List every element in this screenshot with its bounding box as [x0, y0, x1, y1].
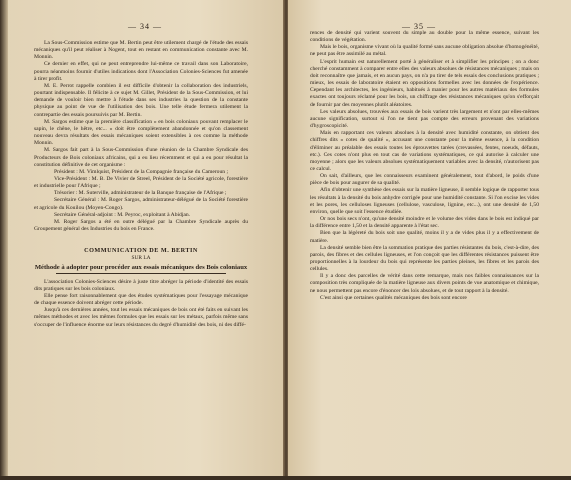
member-line: Président : M. Vimlquist, Président de la Compagnie française du Cameroun ;	[54, 168, 229, 175]
paragraph: C'est ainsi que certaines qualités mécaniques des bois sont encore	[320, 294, 467, 301]
page-number: — 35 —	[402, 22, 436, 31]
paragraph: M. Sargos estime que la première classification « en bois coloniaux pouvant remplacer le sapin, le chêne, le hêtre, etc... » doit être complètement abandonnée et qu'on classement nouveau devra résultats des essais mécaniques soient extensibles à ces comme la méthode Monnin.	[34, 118, 248, 147]
paragraph: Les valeurs absolues, trouvées aux essais de bois varient très largement et n'ont par elles-mêmes aucune signification, surtout si l'on ne tient pas compte des erreurs provenant des variations d'hygroscopicité.	[310, 108, 539, 130]
paragraph: La densité semble bien être la sommation pratique des parties résistantes du bois, c'est-à-dire, des parois, des fibres et des cellules ligneuses, et l'on conçoit que les différentes résistances puissent être proportionnelles à la lourdeur du bois qui représente les parties pleines, les fibres et les parois des cellules.	[310, 244, 539, 273]
section-subtitle: Méthode à adopter pour procéder aux essais mécaniques des Bois coloniaux	[34, 263, 248, 271]
paragraph: La Sous-Commission estime que M. Bertin peut être utilement chargé de l'étude des essais mécaniques qu'il peut réaliser à Nogent, tout en restant en communication constante avec M. Monnin.	[34, 40, 248, 61]
paragraph: M. Sargos fait part à la Sous-Commission d'une réunion de la Chambre Syndicale des Producteurs de Bois coloniaux africains, qui a eu lieu récemment et qui a eu pour résultat la constitution définitive de cet organisme :	[34, 147, 248, 168]
page-number: — 34 —	[128, 22, 162, 31]
page-edge-shadow	[0, 0, 8, 480]
member-line: Vice-Président : M. B. De Vivier de Streel, Président de la Société agricole, forestière et industrielle pour l'Afrique ;	[34, 175, 248, 190]
member-line: M. Roger Sargos a été en outre délégué par la Chambre Syndicale auprès du Groupement général des Industries du bois en France.	[34, 218, 248, 233]
paragraph: Mais le bois, organisme vivant où la qualité formé sans aucune obligation absolue d'homogénéité, ne peut pas être assimilé au métal.	[310, 44, 539, 58]
divider	[56, 273, 226, 274]
section-title: COMMUNICATION DE M. BERTIN	[84, 247, 198, 255]
paragraph: Mais en rapportant ces valeurs absolues à la densité avec humidité constante, on obtient des chiffres dits « cotes de qualité », accusant une constante pour la même essence, à la condition d'éliminer au préalable des essais toutes les éprouvettes tarées (crevassées, fentes, noeuds, défauts, etc.). Ces cotes n'ont plus en tout cas de variations systématiques, ce qui autorise à calculer une moyenne ; alors que les valeurs absolues systématiquement variables avec la densité, n'autorisent pas ce calcul.	[310, 130, 539, 172]
paragraph: M. E. Perrot rappelle combien il est difficile d'obtenir la collaboration des industriels, pourtant indispensable. Il félicite à ce sujet M. Gillet, Président de la Sous-Commission, et lui demande de vouloir bien mettre à l'étude dans ses industries la question de la constante physique au point de vue de l'utilisation des bois. Une telle étude fermera utilement la contrepartie des essais poursuivis par M. Bertin.	[34, 82, 248, 118]
member-line: Secrétaire Général-adjoint : M. Peyroc, exploitant à Abidjan.	[54, 211, 191, 218]
right-page	[288, 0, 571, 480]
paragraph: Elle pense fort raisonnablement que des études systématiques pour l'essayage mécanique de chaque essence doivent abréger cette période.	[34, 293, 248, 307]
member-line: Trésorier : M. Suterville, administrateur de la Banque française de l'Afrique ;	[54, 190, 227, 197]
paragraph: Ce dernier en effet, qui ne peut entreprendre lui-même ce travail dans son Laboratoire, pourra néanmoins fournir d'utiles indications dont l'Association Colonies-Sciences fut amenée à tirer profit.	[34, 61, 248, 82]
page-bottom-shadow	[0, 476, 571, 480]
paragraph: Bien que la légèreté du bois soit une qualité, moins il y a de vides plus il y a effectivement de matière.	[310, 230, 539, 244]
paragraph: rences de densité qui varient souvent du simple au double pour la même essence, suivant les conditions de végétation.	[310, 30, 539, 44]
section-connector: SUR LA	[131, 255, 151, 262]
member-line: Secrétaire Général : M. Roger Sargos, administrateur-délégué de la Société forestière et agricole du Kouilou (Moyen-Congo).	[34, 197, 248, 211]
paragraph: Afin d'obtenir une synthèse des essais sur la matière ligneuse, il semble logique de rapporter tous les résultats à la densité du bois anhydre corrigée pour une humidité constante. Si l'on excise les vides et les pores, les celluloses ligneuses (cellulose, vasculose, lignine, etc...), ont une densité de 1,50 environ, quelle que soit l'essence étudiée.	[310, 187, 539, 215]
paragraph: L'esprit humain est naturellement porté à généraliser et à simplifier les principes ; on a donc cherché constamment à comparer entre elles des valeurs absolues de résistances mécaniques ; mais on doit reconnaître que jamais, et en aucun pays, on n'a pu tirer de tels essais des conclusions pratiques ; mieux, les essais de laboratoire étaient en oppositions formelles avec les données de l'expérience. Cependant les architectes, les ingénieurs, habitués à manier pour les autres matériaux des formules exactes ont toujours réclamé pour les bois, un chiffrage des résistances mécaniques qu'on s'efforçait de fournir par des moyennes plutôt aléatoires.	[310, 58, 539, 108]
left-page	[0, 0, 284, 480]
paragraph: Jusqu'à ces dernières années, tout les essais mécaniques de bois ont été faits en suivant les mêmes méthodes et avec les mêmes formules que les essais sur les métaux, parfois même sans s'occuper de l'influence énorme sur leurs résistances du degré d'humidité des bois, ni des diffé-	[34, 307, 248, 328]
paragraph: Il y a donc des parcelles de vérité dans cette remarque, mais nos faibles connaissances sur la composition très compliquée de la matière ligneuse aux divers points de vue anatomique et chimique, ne nous permettent pas encore d'énoncer des lois absolues, et de tout rapport à la densité.	[310, 273, 539, 294]
paragraph: L'association Colonies-Sciences désire à juste titre abréger la période d'identité des essais dits pratiques sur les bois coloniaux.	[34, 278, 248, 292]
paragraph: Or nos bois secs n'ont, qu'une densité moindre et le volume des vides dans le bois est indiqué par la différence entre 1,50 et la densité apparente à l'état sec.	[310, 216, 539, 230]
right-page-body	[310, 30, 539, 302]
left-page-body	[34, 40, 248, 329]
paragraph: On sait, d'ailleurs, que les connaisseurs examinent généralement, tout d'abord, le poids d'une pièce de bois pour augurer de sa qualité.	[310, 173, 539, 187]
